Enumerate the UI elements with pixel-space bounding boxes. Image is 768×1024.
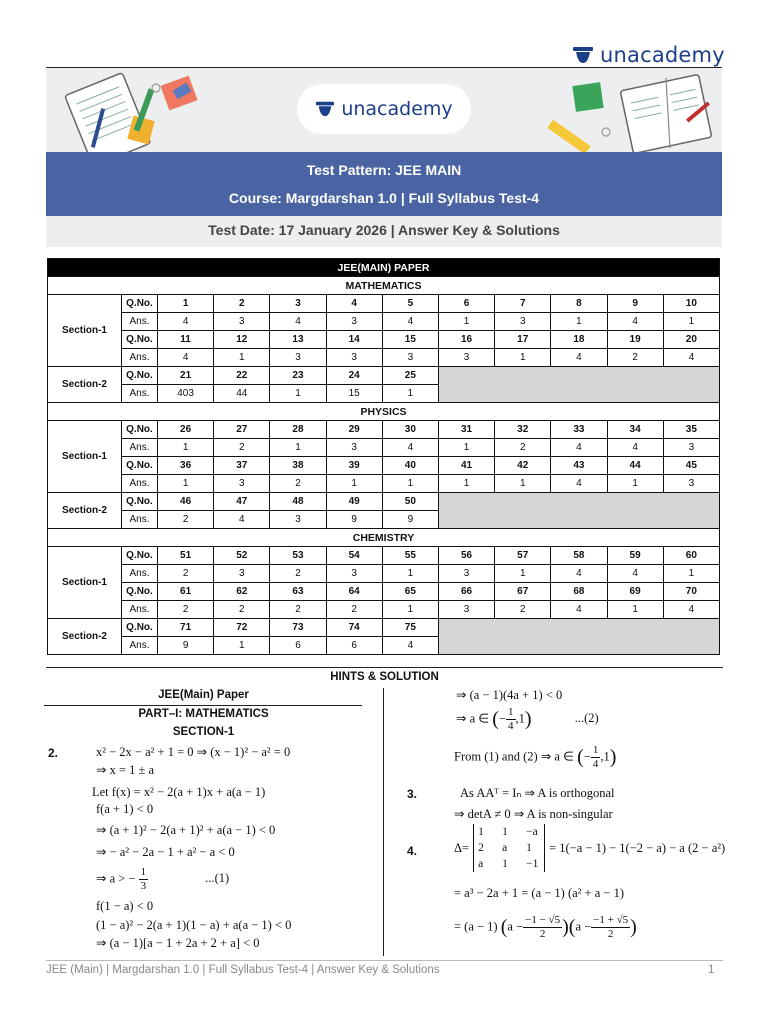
answer-value: 4 <box>551 439 607 457</box>
question-number: 16 <box>438 331 494 349</box>
answer-value: 9 <box>326 511 382 529</box>
denominator: 4 <box>508 720 514 732</box>
solution-line: From (1) and (2) ⇒ a ∈ (− $\frac{1}{4}$ ,1) <box>454 744 617 770</box>
question-number: 55 <box>382 547 438 565</box>
question-number: 21 <box>158 367 214 385</box>
question-number: 73 <box>270 619 326 637</box>
answer-value: 3 <box>438 349 494 367</box>
left-rule <box>44 705 362 706</box>
question-number: 30 <box>382 421 438 439</box>
answer-value: 1 <box>438 439 494 457</box>
answer-value: 403 <box>158 385 214 403</box>
determinant <box>473 824 545 872</box>
solution-line: As AAᵀ = Iₙ ⇒ A is orthogonal <box>460 786 615 800</box>
det-cell: 1 <box>478 826 484 838</box>
question-number: 24 <box>326 367 382 385</box>
question-row <box>48 295 720 313</box>
equation-tag: ...(1) <box>205 871 230 886</box>
answer-value: 2 <box>158 601 214 619</box>
unacademy-icon <box>572 45 594 65</box>
question-number: 66 <box>438 583 494 601</box>
notebook-illustration-right <box>546 68 722 152</box>
center-logo <box>297 84 471 134</box>
question-number: 19 <box>607 331 663 349</box>
brand-name: unacademy <box>600 43 725 67</box>
answer-value: 1 <box>438 475 494 493</box>
column-divider <box>383 688 384 956</box>
answer-value: 1 <box>270 439 326 457</box>
question-number: 61 <box>158 583 214 601</box>
subject-row <box>48 277 720 295</box>
answer-value: 9 <box>382 511 438 529</box>
answer-value: 2 <box>270 475 326 493</box>
answer-row <box>48 313 720 331</box>
solution-line: f(1 − a) < 0 <box>96 899 154 913</box>
answer-row <box>48 601 720 619</box>
answer-value: 1 <box>551 313 607 331</box>
question-number: 33 <box>551 421 607 439</box>
section-label: Section-2 <box>48 493 122 529</box>
solution-line: ⇒ x = 1 ± a <box>96 763 155 777</box>
ans-label: Ans. <box>122 565 158 583</box>
question-number: 67 <box>495 583 551 601</box>
answer-value: 15 <box>326 385 382 403</box>
question-number: 36 <box>158 457 214 475</box>
determinant-line: Δ= 1 1 −a 2 a 1 a 1 −1 = 1(−a − 1) − 1(−2 − a) − a (2 − a²) <box>454 826 726 870</box>
answer-value: 1 <box>382 601 438 619</box>
answer-value: 1 <box>382 475 438 493</box>
answer-value: 1 <box>495 349 551 367</box>
question-number: 57 <box>495 547 551 565</box>
question-number: 58 <box>551 547 607 565</box>
equation-tag: ...(2) <box>574 711 599 726</box>
answer-value: 3 <box>438 565 494 583</box>
question-number: 51 <box>158 547 214 565</box>
det-cell: 1 <box>502 858 508 870</box>
det-cell: −1 <box>526 858 539 870</box>
paper-heading: JEE(Main) Paper <box>158 689 249 701</box>
qno-label: Q.No. <box>122 421 158 439</box>
question-number: 34 <box>607 421 663 439</box>
ans-label: Ans. <box>122 511 158 529</box>
question-number: 5 <box>382 295 438 313</box>
question-number: 2. <box>48 746 59 760</box>
denominator: 2 <box>607 928 614 940</box>
question-number: 8 <box>551 295 607 313</box>
det-cell: a <box>502 842 508 854</box>
answer-value: 3 <box>326 439 382 457</box>
blank-area <box>438 619 719 655</box>
ans-label: Ans. <box>122 439 158 457</box>
solution-line: x² − 2x − a² + 1 = 0 ⇒ (x − 1)² − a² = 0 <box>96 745 291 759</box>
question-number: 53 <box>270 547 326 565</box>
question-number: 65 <box>382 583 438 601</box>
section-label: Section-1 <box>48 547 122 619</box>
question-number: 44 <box>607 457 663 475</box>
answer-value: 4 <box>551 475 607 493</box>
question-number: 17 <box>495 331 551 349</box>
ans-label: Ans. <box>122 385 158 403</box>
ans-label: Ans. <box>122 601 158 619</box>
question-number: 48 <box>270 493 326 511</box>
answer-value: 1 <box>607 601 663 619</box>
qno-label: Q.No. <box>122 619 158 637</box>
question-number: 42 <box>495 457 551 475</box>
numerator: 1 <box>592 744 599 756</box>
solution-text: = (a − 1) <box>454 919 498 934</box>
question-number: 56 <box>438 547 494 565</box>
answer-value: 2 <box>495 601 551 619</box>
solution-line: ⇒ − a² − 2a − 1 + a² − a < 0 <box>96 845 235 859</box>
answer-value: 1 <box>663 565 719 583</box>
question-number: 38 <box>270 457 326 475</box>
denominator: 3 <box>140 880 147 892</box>
answer-value: 4 <box>663 601 719 619</box>
answer-value: 1 <box>214 349 270 367</box>
solution-line: ⇒ detA ≠ 0 ⇒ A is non-singular <box>454 807 613 821</box>
answer-value: 1 <box>382 565 438 583</box>
hints-rule <box>46 667 723 668</box>
solution-line: ⇒ (a − 1)[a − 1 + 2a + 2 + a] < 0 <box>96 936 260 950</box>
question-number: 22 <box>214 367 270 385</box>
question-row <box>48 457 720 475</box>
answer-value: 3 <box>495 313 551 331</box>
answer-value: 2 <box>158 565 214 583</box>
question-number: 15 <box>382 331 438 349</box>
question-number: 70 <box>663 583 719 601</box>
answer-value: 9 <box>158 637 214 655</box>
answer-value: 3 <box>382 349 438 367</box>
answer-value: 1 <box>158 439 214 457</box>
question-row <box>48 367 720 385</box>
qno-label: Q.No. <box>122 547 158 565</box>
question-number: 64 <box>326 583 382 601</box>
answer-value: 1 <box>663 313 719 331</box>
blank-area <box>438 367 719 403</box>
answer-value: 1 <box>270 385 326 403</box>
fraction <box>139 866 149 893</box>
question-number: 14 <box>326 331 382 349</box>
question-number: 13 <box>270 331 326 349</box>
question-number: 41 <box>438 457 494 475</box>
test-pattern: Test Pattern: JEE MAIN <box>306 162 462 178</box>
question-number: 2 <box>214 295 270 313</box>
question-number: 68 <box>551 583 607 601</box>
question-number: 20 <box>663 331 719 349</box>
question-number: 29 <box>326 421 382 439</box>
banner <box>46 68 722 247</box>
answer-value: 4 <box>382 313 438 331</box>
question-number: 32 <box>495 421 551 439</box>
question-number: 9 <box>607 295 663 313</box>
notebook-illustration-left <box>46 68 206 152</box>
answer-value: 3 <box>326 313 382 331</box>
ans-label: Ans. <box>122 313 158 331</box>
det-cell: a <box>478 858 484 870</box>
answer-value: 3 <box>663 475 719 493</box>
answer-value: 4 <box>607 439 663 457</box>
answer-row <box>48 475 720 493</box>
unacademy-icon <box>315 100 335 118</box>
question-row <box>48 583 720 601</box>
page-number: 1 <box>708 964 715 976</box>
unacademy-logo <box>572 42 725 68</box>
ans-label: Ans. <box>122 475 158 493</box>
solution-line: (1 − a)² − 2(a + 1)(1 − a) + a(a − 1) < 0 <box>96 918 292 932</box>
det-cell: 2 <box>478 842 484 854</box>
question-number: 25 <box>382 367 438 385</box>
numerator: −1 − √5 <box>525 914 561 926</box>
answer-row <box>48 565 720 583</box>
brand-name: unacademy <box>341 98 453 120</box>
question-number: 49 <box>326 493 382 511</box>
question-number: 63 <box>270 583 326 601</box>
question-number: 45 <box>663 457 719 475</box>
subject-name: CHEMISTRY <box>48 529 720 547</box>
solution-text: = 1(−a − 1) − 1(−2 − a) − a (2 − a²) <box>549 840 726 855</box>
fraction <box>506 706 516 733</box>
answer-row <box>48 439 720 457</box>
answer-value: 2 <box>495 439 551 457</box>
section-label: Section-1 <box>48 421 122 493</box>
question-number: 28 <box>270 421 326 439</box>
answer-value: 3 <box>270 349 326 367</box>
fraction <box>591 744 601 771</box>
answer-value: 4 <box>382 439 438 457</box>
question-row <box>48 421 720 439</box>
answer-value: 4 <box>551 349 607 367</box>
question-number: 39 <box>326 457 382 475</box>
answer-value: 4 <box>270 313 326 331</box>
answer-value: 4 <box>607 565 663 583</box>
denominator: 4 <box>592 758 599 770</box>
question-row <box>48 547 720 565</box>
question-number: 59 <box>607 547 663 565</box>
question-number: 27 <box>214 421 270 439</box>
solution-line: ⇒ a ∈ (− $\frac{1}{4}$ ,1) ...(2) <box>456 706 599 732</box>
question-number: 3 <box>270 295 326 313</box>
numerator: −1 + √5 <box>593 914 629 926</box>
answer-value: 44 <box>214 385 270 403</box>
answer-value: 2 <box>270 565 326 583</box>
question-number: 69 <box>607 583 663 601</box>
question-number: 18 <box>551 331 607 349</box>
section-label: Section-2 <box>48 619 122 655</box>
subject-row <box>48 529 720 547</box>
answer-value: 1 <box>495 475 551 493</box>
qno-label: Q.No. <box>122 493 158 511</box>
answer-value: 3 <box>326 565 382 583</box>
question-number: 6 <box>438 295 494 313</box>
question-number: 23 <box>270 367 326 385</box>
answer-value: 4 <box>158 313 214 331</box>
question-number: 62 <box>214 583 270 601</box>
question-number: 3. <box>407 787 418 801</box>
solution-line: ⇒ (a − 1)(4a + 1) < 0 <box>456 688 563 702</box>
answer-row <box>48 349 720 367</box>
subject-name: MATHEMATICS <box>48 277 720 295</box>
answer-value: 1 <box>326 475 382 493</box>
qno-label: Q.No. <box>122 295 158 313</box>
question-number: 11 <box>158 331 214 349</box>
answer-value: 4 <box>607 313 663 331</box>
det-cell: −a <box>526 826 538 838</box>
qno-label: Q.No. <box>122 331 158 349</box>
question-number: 35 <box>663 421 719 439</box>
question-row <box>48 331 720 349</box>
question-number: 54 <box>326 547 382 565</box>
question-number: 1 <box>158 295 214 313</box>
section-label: Section-2 <box>48 367 122 403</box>
section-heading: SECTION-1 <box>172 726 235 738</box>
answer-value: 6 <box>270 637 326 655</box>
det-cell: 1 <box>502 826 508 838</box>
question-number: 7 <box>495 295 551 313</box>
solution-text: From (1) and (2) ⇒ a ∈ <box>454 749 574 764</box>
question-number: 46 <box>158 493 214 511</box>
answer-value: 4 <box>214 511 270 529</box>
answer-value: 3 <box>438 601 494 619</box>
solution-line <box>96 866 229 893</box>
answer-value: 1 <box>158 475 214 493</box>
question-number: 75 <box>382 619 438 637</box>
ans-label: Ans. <box>122 349 158 367</box>
question-number: 47 <box>214 493 270 511</box>
question-number: 72 <box>214 619 270 637</box>
answer-value: 1 <box>214 637 270 655</box>
qno-label: Q.No. <box>122 457 158 475</box>
section-label: Section-1 <box>48 295 122 367</box>
answer-key-table <box>47 258 720 655</box>
question-row <box>48 493 720 511</box>
question-number: 52 <box>214 547 270 565</box>
subject-name: PHYSICS <box>48 403 720 421</box>
det-cell: 1 <box>526 842 532 854</box>
answer-value: 1 <box>438 313 494 331</box>
answer-value: 3 <box>214 475 270 493</box>
answer-value: 3 <box>270 511 326 529</box>
question-number: 31 <box>438 421 494 439</box>
blank-area <box>438 493 719 529</box>
fraction <box>591 914 630 941</box>
answer-value: 4 <box>551 601 607 619</box>
subject-row <box>48 403 720 421</box>
answer-value: 3 <box>214 565 270 583</box>
qno-label: Q.No. <box>122 367 158 385</box>
table-header: JEE(MAIN) PAPER <box>48 259 720 277</box>
answer-value: 2 <box>214 439 270 457</box>
question-number: 43 <box>551 457 607 475</box>
ans-label: Ans. <box>122 637 158 655</box>
question-number: 12 <box>214 331 270 349</box>
question-number: 50 <box>382 493 438 511</box>
answer-value: 1 <box>495 565 551 583</box>
answer-value: 4 <box>382 637 438 655</box>
question-number: 4. <box>407 844 418 858</box>
solution-line: ⇒ (a + 1)² − 2(a + 1)² + a(a − 1) < 0 <box>96 823 276 837</box>
answer-value: 4 <box>663 349 719 367</box>
numerator: 1 <box>140 866 147 878</box>
question-number: 26 <box>158 421 214 439</box>
hints-title: HINTS & SOLUTION <box>330 671 439 683</box>
question-number: 10 <box>663 295 719 313</box>
answer-value: 2 <box>607 349 663 367</box>
question-number: 74 <box>326 619 382 637</box>
solution-line: Let f(x) = x² − 2(a + 1)x + a(a − 1) <box>92 785 266 799</box>
answer-value: 6 <box>326 637 382 655</box>
answer-value: 3 <box>326 349 382 367</box>
question-number: 4 <box>326 295 382 313</box>
footer-text: JEE (Main) | Margdarshan 1.0 | Full Syllabus Test-4 | Answer Key & Solutions <box>46 964 440 976</box>
solution-line: = a³ − 2a + 1 = (a − 1) (a² + a − 1) <box>454 886 624 900</box>
question-number: 60 <box>663 547 719 565</box>
course-title: Course: Margdarshan 1.0 | Full Syllabus Test-4 <box>228 190 540 206</box>
answer-value: 3 <box>663 439 719 457</box>
qno-label: Q.No. <box>122 583 158 601</box>
question-row <box>48 619 720 637</box>
solution-line: f(a + 1) < 0 <box>96 802 154 816</box>
question-number: 71 <box>158 619 214 637</box>
question-number: 37 <box>214 457 270 475</box>
answer-value: 1 <box>382 385 438 403</box>
table-header-row <box>48 259 720 277</box>
solution-line: = (a − 1) (a − $\frac{-1 - √5}{2}$ )(a − $\frac{-1 + √5}{2}$ ) <box>454 914 637 940</box>
answer-value: 2 <box>214 601 270 619</box>
solution-text: ⇒ a ∈ <box>456 711 490 726</box>
footer-rule <box>46 960 723 961</box>
fraction <box>523 914 562 941</box>
answer-value: 3 <box>214 313 270 331</box>
part-heading: PART–I: MATHEMATICS <box>138 708 269 720</box>
answer-value: 2 <box>326 601 382 619</box>
answer-value: 4 <box>551 565 607 583</box>
answer-value: 2 <box>270 601 326 619</box>
answer-value: 2 <box>158 511 214 529</box>
denominator: 2 <box>539 928 546 940</box>
question-number: 40 <box>382 457 438 475</box>
solution-text: ⇒ a > − <box>96 871 136 886</box>
test-date: Test Date: 17 January 2026 | Answer Key & Solutions <box>208 222 560 238</box>
numerator: 1 <box>508 706 514 718</box>
answer-value: 4 <box>158 349 214 367</box>
answer-value: 1 <box>607 475 663 493</box>
